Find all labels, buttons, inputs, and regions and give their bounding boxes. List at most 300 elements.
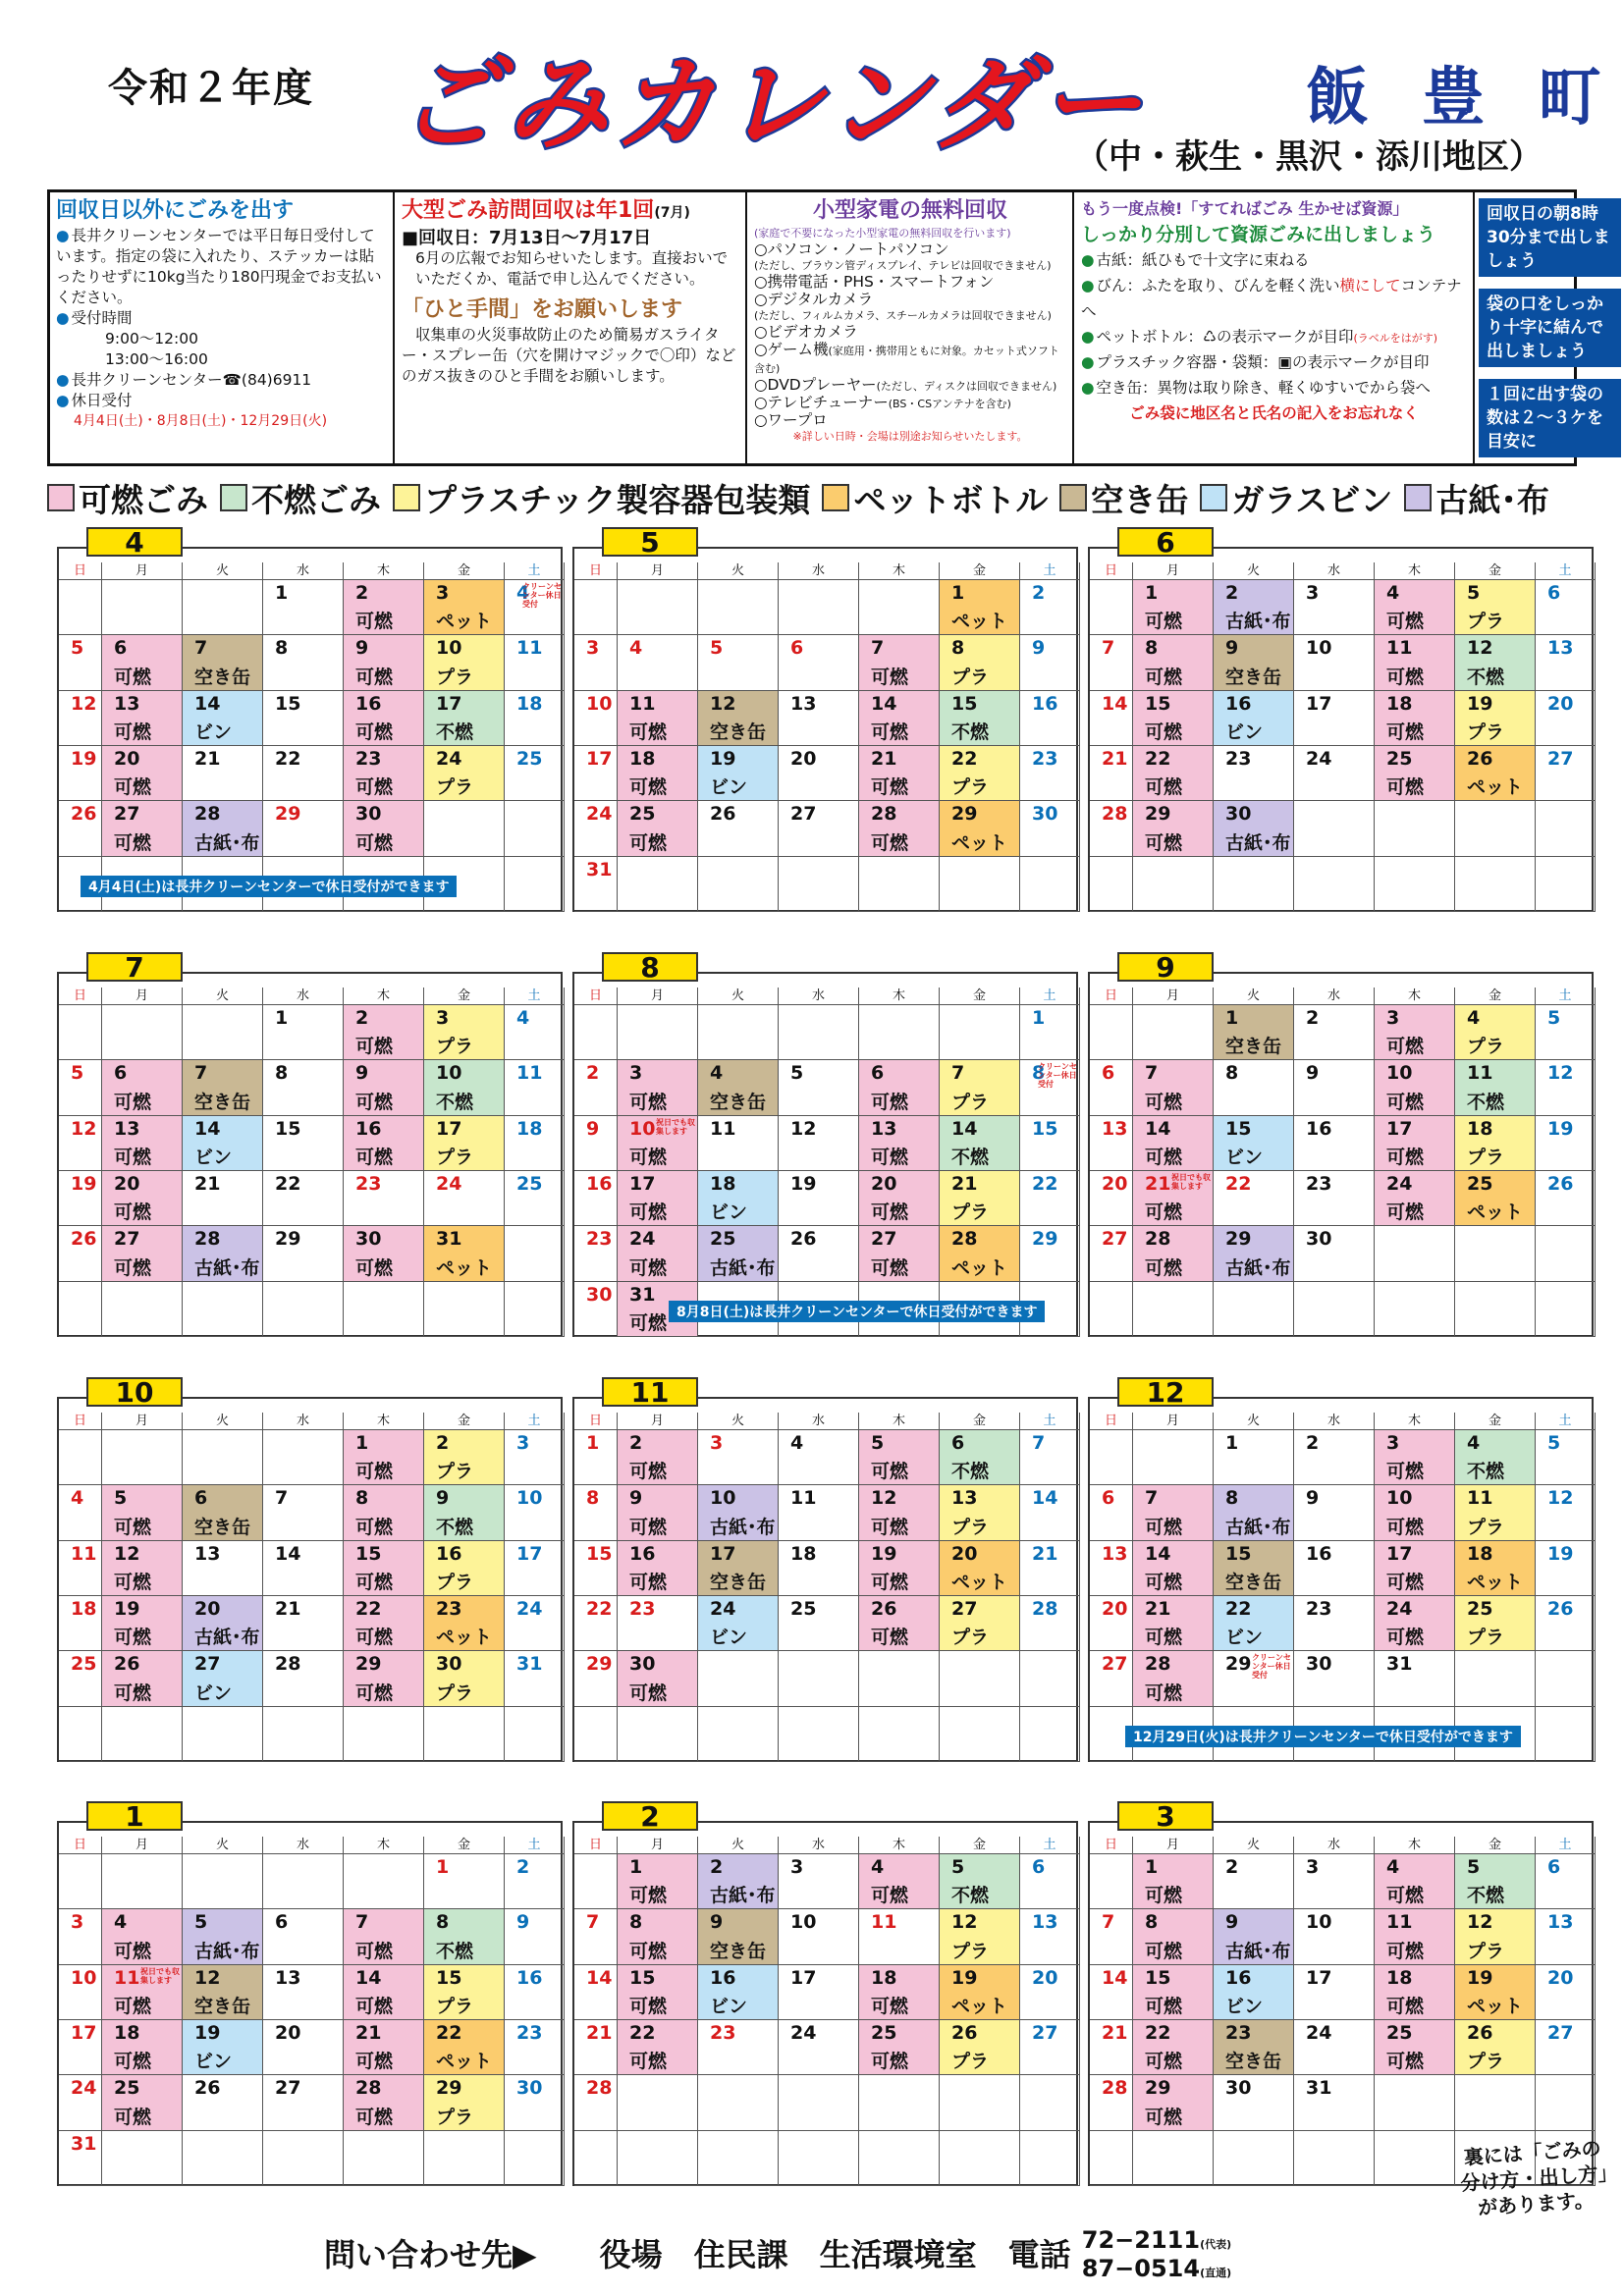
day-note: 祝日でも収集します [140,1966,180,1985]
empty-cell [574,1707,618,1762]
info-text: 6月の広報でお知らせいたします。直接おいでいただくか、電話で申し込んでください。 [415,249,729,288]
day-cell [618,1854,698,1909]
day-cell [59,801,102,856]
day-cell [1375,1430,1455,1485]
day-cell [263,691,344,746]
day-cell [1133,1171,1214,1226]
day-cell [59,1116,102,1171]
day-cell [424,1596,505,1651]
legend-swatch [393,484,420,511]
day-number: 2 [516,1856,530,1878]
day-number: 11 [1386,637,1413,660]
empty-cell [505,1282,565,1337]
day-number: 7 [1102,1911,1115,1934]
day-cell [344,580,424,635]
collection-type: 空き缶 [1225,666,1282,688]
weekday-header: 土 [1020,988,1080,1005]
collection-type: 可燃 [1145,1995,1183,2017]
collection-type: ペット [436,611,493,633]
day-number: 25 [871,2021,897,2044]
day-cell [1214,746,1294,801]
day-cell [102,1596,183,1651]
collection-type: 可燃 [114,1627,152,1649]
empty-cell [183,580,263,635]
info-text: ○デジタルカメラ [754,291,874,308]
day-cell [1455,1485,1536,1540]
day-cell [1294,1430,1375,1485]
day-number: 7 [586,1911,600,1934]
day-cell [1133,1116,1214,1171]
legend-item [393,475,810,521]
day-number: 4 [516,582,530,604]
collection-type: 可燃 [871,1571,909,1593]
weekday-header: 日 [574,1413,618,1430]
weekday-header: 水 [779,1837,859,1854]
empty-cell [574,2131,618,2186]
empty-cell [698,2075,779,2130]
day-number: 29 [1225,1228,1252,1251]
day-number: 24 [436,747,462,770]
collection-type: プラ [1467,611,1505,633]
day-cell [1375,1651,1455,1706]
info-text: (ラベルをはがす) [1353,332,1438,345]
day-number: 24 [1306,2021,1332,2044]
day-number: 4 [516,1007,530,1029]
weekday-header: 火 [183,562,263,580]
day-cell [1294,1116,1375,1171]
day-cell [574,1541,618,1596]
info-text: 収集車の火災事故防止のため簡易ガスライター・スプレー缶（穴を開けマジックで〇印）などのガス抜きのひと手間をお願いします。 [402,326,736,385]
collection-type: 可燃 [114,1256,152,1279]
empty-cell [59,1430,102,1485]
day-cell [59,1485,102,1540]
empty-cell [505,857,565,912]
day-number: 6 [114,637,128,660]
day-number: 10 [436,1062,462,1085]
day-cell [1214,1909,1294,1964]
day-cell [344,2075,424,2130]
collection-type: 可燃 [1145,666,1183,688]
weekday-header: 日 [574,562,618,580]
page-title: ごみカレンダー [398,44,1148,164]
day-cell [344,1541,424,1596]
day-number: 5 [790,1062,804,1085]
day-cell [59,691,102,746]
day-cell [779,1116,859,1171]
day-cell [779,1541,859,1596]
day-number: 4 [710,1062,724,1085]
day-cell [618,1226,698,1281]
empty-cell [1294,801,1375,856]
empty-cell [1455,801,1536,856]
weekday-header: 月 [618,1413,698,1430]
day-number: 12 [1547,1062,1574,1085]
day-number: 4 [1467,1007,1481,1029]
weekday-header: 火 [183,1837,263,1854]
day-number: 8 [275,637,289,660]
empty-cell [344,1854,424,1909]
day-cell [59,1060,102,1115]
day-number: 3 [790,1856,804,1878]
empty-cell [263,1707,344,1762]
collection-type: プラ [1467,721,1505,743]
info-text: ● 受付時間 [56,308,386,329]
day-number: 2 [1032,582,1046,604]
collection-type: ペット [951,1256,1008,1279]
empty-cell [1020,857,1080,912]
empty-cell [859,1707,940,1762]
info-text: の表示マークが目印 [1216,328,1354,346]
phone-direct-note: (直通) [1200,2267,1232,2279]
day-number: 28 [194,1228,221,1251]
day-cell [779,1430,859,1485]
collection-type: ビン [1225,1627,1264,1649]
collection-type: 可燃 [114,1516,152,1538]
day-cell [1294,1965,1375,2020]
day-cell [1375,1060,1455,1115]
day-cell [574,1171,618,1226]
day-number: 16 [1306,1542,1332,1565]
day-number: 20 [871,1172,897,1195]
day-number: 23 [1306,1172,1332,1195]
day-cell [505,1651,565,1706]
empty-cell [859,1005,940,1060]
empty-cell [618,1005,698,1060]
empty-cell [102,580,183,635]
collection-type: ビン [194,1682,233,1704]
collection-type: 可燃 [871,1146,909,1168]
empty-cell [263,1854,344,1909]
collection-type: プラ [951,776,990,799]
empty-cell [102,1282,183,1337]
collection-type: プラ [951,1940,990,1962]
day-number: 27 [790,803,817,826]
empty-cell [940,857,1020,912]
day-note: 祝日でも収集します [656,1117,695,1136]
empty-cell [424,801,505,856]
day-number: 24 [629,1228,656,1251]
empty-cell [1020,2075,1080,2130]
day-number: 24 [1306,747,1332,770]
collection-type: 可燃 [114,1995,152,2017]
day-number: 11 [1386,1911,1413,1934]
day-number: 4 [1386,582,1400,604]
empty-cell [698,857,779,912]
day-number: 29 [436,2077,462,2100]
day-number: 16 [516,1966,543,1989]
empty-cell [779,1707,859,1762]
day-cell [102,746,183,801]
day-number: 21 [1032,1542,1058,1565]
day-cell [1090,635,1133,690]
empty-cell [940,2131,1020,2186]
day-cell [779,1965,859,2020]
day-cell [183,2075,263,2130]
day-cell [424,1909,505,1964]
weekday-header: 火 [698,562,779,580]
day-cell [263,801,344,856]
day-cell [1090,801,1133,856]
info-text: ○DVDプレーヤー [754,376,877,394]
day-cell [505,2020,565,2075]
day-cell [505,1005,565,1060]
collection-type: 可燃 [871,721,909,743]
collection-type: ペット [1467,1201,1524,1224]
empty-cell [698,2131,779,2186]
info-text: ● 空き缶：異物は取り除き、軽くゆすいでから袋へ [1081,375,1467,400]
day-number: 6 [790,637,804,660]
day-number: 14 [1145,1117,1171,1140]
day-number: 21 [586,2021,613,2044]
day-cell [424,1116,505,1171]
day-cell [1294,1854,1375,1909]
day-cell [1133,1965,1214,2020]
plastic-mark-icon: ▣ [1277,353,1292,371]
collection-type: 可燃 [629,1146,668,1168]
collection-type: 古紙･布 [194,831,260,854]
empty-cell [102,2131,183,2186]
phone-main: 72−2111 [1081,2226,1201,2254]
day-cell [574,2020,618,2075]
weekday-header: 水 [1294,562,1375,580]
collection-type: 可燃 [1386,1627,1425,1649]
day-cell [1536,1596,1596,1651]
day-cell [505,1965,565,2020]
collection-type: 可燃 [355,666,394,688]
collection-type: 可燃 [355,1940,394,1962]
day-cell [102,1485,183,1540]
info-text: ペットボトル： [1096,328,1204,346]
weekday-header: 月 [102,988,183,1005]
day-cell [574,1430,618,1485]
day-number: 30 [436,1653,462,1676]
collection-type: 可燃 [1145,1885,1183,1907]
day-cell [1455,1909,1536,1964]
day-number: 3 [629,1062,643,1085]
day-number: 28 [586,2077,613,2100]
empty-cell [1536,1226,1596,1281]
day-cell [102,2020,183,2075]
day-cell [102,691,183,746]
day-number: 20 [1547,1966,1574,1989]
day-number: 3 [1306,1856,1320,1878]
holiday-reception-notice: 8月8日(土)は長井クリーンセンターで休日受付ができます [669,1301,1045,1322]
empty-cell [618,2131,698,2186]
collection-type: 空き缶 [1225,1571,1282,1593]
info-text: ごみ袋に地区名と氏名の記入をお忘れなく [1129,404,1419,422]
weekday-header: 金 [1455,988,1536,1005]
day-number: 5 [1467,1856,1481,1878]
empty-cell [859,1651,940,1706]
day-cell [1090,746,1133,801]
collection-type: 可燃 [1386,1146,1425,1168]
day-number: 19 [1467,1966,1493,1989]
info-text: ○携帯電話・PHS・スマートフォン [754,273,995,291]
day-number: 16 [436,1542,462,1565]
day-cell [698,1226,779,1281]
day-cell [424,1060,505,1115]
day-number: 21 [871,747,897,770]
weekday-header: 金 [940,1837,1020,1854]
day-number: 5 [710,637,724,660]
day-number: 13 [871,1117,897,1140]
collection-type: 可燃 [1145,1627,1183,1649]
day-cell [574,691,618,746]
day-number: 18 [790,1542,817,1565]
day-number: 27 [275,2077,301,2100]
collection-type: 不燃 [951,721,990,743]
legend-swatch [822,484,849,511]
day-cell [1020,1596,1080,1651]
weekday-header: 木 [1375,562,1455,580]
empty-cell [1133,2131,1214,2186]
day-cell [1294,746,1375,801]
month-label: 3 [1117,1801,1214,1831]
collection-type: ビン [710,1995,748,2017]
day-cell [505,746,565,801]
empty-cell [1090,1854,1133,1909]
day-cell [574,1226,618,1281]
day-number: 3 [586,637,600,660]
collection-type: ビン [1225,1995,1264,2017]
day-cell [183,1965,263,2020]
day-number: 26 [71,803,97,826]
day-cell [1375,1171,1455,1226]
day-cell [1090,1651,1133,1706]
month-3 [1088,1800,1594,2186]
holiday-reception-notice: 4月4日(土)は長井クリーンセンターで休日受付ができます [81,876,457,897]
day-number: 2 [355,582,369,604]
day-cell [859,1854,940,1909]
collection-type: 不燃 [436,721,474,743]
day-cell [59,1965,102,2020]
weekday-header: 土 [1020,562,1080,580]
day-cell [344,801,424,856]
day-number: 10 [1386,1062,1413,1085]
day-number: 1 [275,1007,289,1029]
day-number: 31 [516,1653,543,1676]
day-number: 22 [355,1597,382,1620]
day-cell [1375,635,1455,690]
day-cell [1375,1485,1455,1540]
weekday-header: 木 [859,1413,940,1430]
empty-cell [1375,857,1455,912]
day-number: 24 [586,803,613,826]
month-label: 8 [602,952,698,982]
weekday-header: 日 [1090,988,1133,1005]
empty-cell [1375,2075,1455,2130]
day-number: 9 [1032,637,1046,660]
day-cell [424,1651,505,1706]
month-label: 7 [86,952,183,982]
day-cell [1455,635,1536,690]
day-cell [698,1596,779,1651]
weekday-header: 土 [505,1413,565,1430]
weekday-header: 月 [1133,1413,1214,1430]
day-cell [1133,2020,1214,2075]
legend-label: 不燃ごみ [251,480,381,519]
day-number: 25 [516,747,543,770]
day-cell [1020,691,1080,746]
day-number: 1 [436,1856,450,1878]
day-cell [1536,1171,1596,1226]
info-text: ○パソコン・ノートパソコン [754,240,949,258]
legend-item [1200,475,1392,521]
day-cell [1455,1430,1536,1485]
day-number: 14 [1102,692,1128,715]
day-cell [940,801,1020,856]
collection-type: 古紙･布 [710,1885,776,1907]
day-cell [1455,1116,1536,1171]
day-cell [1455,691,1536,746]
day-number: 23 [1225,2021,1252,2044]
collection-type: 空き缶 [1225,1036,1282,1058]
day-number: 17 [516,1542,543,1565]
collection-type: 可燃 [114,831,152,854]
collection-type: 可燃 [355,1146,394,1168]
day-cell [779,635,859,690]
day-cell [859,2020,940,2075]
day-number: 2 [1225,582,1239,604]
day-number: 26 [790,1228,817,1251]
collection-type: プラ [436,776,474,799]
contact-label: 問い合わせ先▶ 役場 住民課 生活環境室 電話 [324,2236,1071,2273]
day-number: 7 [1145,1062,1159,1085]
day-number: 23 [355,1172,382,1195]
weekday-header: 日 [1090,1413,1133,1430]
day-number: 20 [1032,1966,1058,1989]
day-cell [574,801,618,856]
day-cell [102,1541,183,1596]
day-number: 23 [710,2021,736,2044]
day-cell [1294,1651,1375,1706]
day-cell [698,635,779,690]
day-cell [618,1965,698,2020]
collection-type: ペット [1467,776,1524,799]
day-number: 5 [951,1856,965,1878]
day-cell [505,691,565,746]
day-number: 24 [71,2077,97,2100]
day-cell [1214,801,1294,856]
month-7 [57,951,563,1337]
collection-type: 可燃 [629,1311,668,1334]
collection-type: 可燃 [114,776,152,799]
day-number: 14 [871,692,897,715]
weekday-header: 金 [1455,562,1536,580]
day-number: 27 [1102,1653,1128,1676]
empty-cell [344,1707,424,1762]
day-number: 22 [436,2021,462,2044]
collection-type: 可燃 [355,721,394,743]
day-cell [1536,580,1596,635]
day-number: 28 [275,1653,301,1676]
day-cell [940,580,1020,635]
day-number: 2 [1225,1856,1239,1878]
collection-type: 可燃 [871,2051,909,2073]
day-number: 8 [355,1487,369,1510]
day-number: 17 [1306,1966,1332,1989]
day-number: 24 [790,2021,817,2044]
day-number: 26 [1547,1172,1574,1195]
day-number: 15 [436,1966,462,1989]
empty-cell [779,857,859,912]
day-number: 18 [1467,1542,1493,1565]
day-number: 28 [951,1228,978,1251]
empty-cell [102,1707,183,1762]
collection-type: 可燃 [629,831,668,854]
day-number: 14 [951,1117,978,1140]
day-cell [859,1226,940,1281]
